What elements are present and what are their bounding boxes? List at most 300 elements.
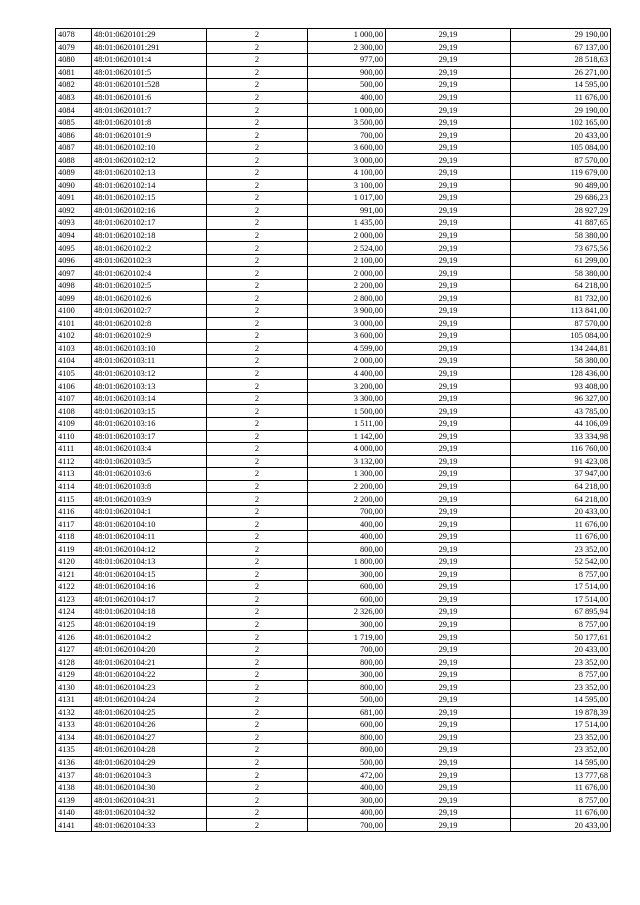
value-cell: 23 352,00: [511, 681, 611, 694]
category-cell: 2: [207, 254, 308, 267]
rate-cell: 29,19: [386, 581, 511, 594]
value-cell: 17 514,00: [511, 593, 611, 606]
rate-cell: 29,19: [386, 593, 511, 606]
table-row: [56, 593, 611, 606]
rate-cell: 29,19: [386, 305, 511, 318]
table-row: [56, 104, 611, 117]
table-row: [56, 568, 611, 581]
value-cell: 23 352,00: [511, 744, 611, 757]
table-row: [56, 693, 611, 706]
category-cell: 2: [207, 417, 308, 430]
cadastral-number: 48:01:0620104:15: [92, 568, 207, 581]
cadastral-number: 48:01:0620104:31: [92, 794, 207, 807]
category-cell: 2: [207, 54, 308, 67]
area-cell: 3 600,00: [308, 141, 386, 154]
rate-cell: 29,19: [386, 518, 511, 531]
area-cell: 300,00: [308, 794, 386, 807]
area-cell: 400,00: [308, 91, 386, 104]
area-cell: 1 719,00: [308, 631, 386, 644]
table-row: [56, 656, 611, 669]
value-cell: 87 570,00: [511, 317, 611, 330]
value-cell: 64 218,00: [511, 480, 611, 493]
row-number: 4124: [56, 606, 92, 619]
table-row: [56, 392, 611, 405]
category-cell: 2: [207, 292, 308, 305]
category-cell: 2: [207, 430, 308, 443]
rate-cell: 29,19: [386, 744, 511, 757]
category-cell: 2: [207, 480, 308, 493]
value-cell: 67 137,00: [511, 41, 611, 54]
cadastral-number: 48:01:0620103:15: [92, 405, 207, 418]
table-row: [56, 91, 611, 104]
row-number: 4136: [56, 756, 92, 769]
value-cell: 8 757,00: [511, 568, 611, 581]
rate-cell: 29,19: [386, 769, 511, 782]
table-row: [56, 129, 611, 142]
rate-cell: 29,19: [386, 154, 511, 167]
cadastral-number: 48:01:0620103:16: [92, 417, 207, 430]
category-cell: 2: [207, 317, 308, 330]
row-number: 4120: [56, 555, 92, 568]
cadastral-number: 48:01:0620103:13: [92, 380, 207, 393]
value-cell: 93 408,00: [511, 380, 611, 393]
area-cell: 2 000,00: [308, 229, 386, 242]
area-cell: 3 100,00: [308, 179, 386, 192]
row-number: 4097: [56, 267, 92, 280]
table-row: [56, 430, 611, 443]
rate-cell: 29,19: [386, 430, 511, 443]
cadastral-number: 48:01:0620101:291: [92, 41, 207, 54]
rate-cell: 29,19: [386, 91, 511, 104]
area-cell: 681,00: [308, 706, 386, 719]
rate-cell: 29,19: [386, 819, 511, 832]
value-cell: 116 760,00: [511, 443, 611, 456]
area-cell: 3 200,00: [308, 380, 386, 393]
cadastral-number: 48:01:0620102:7: [92, 305, 207, 318]
category-cell: 2: [207, 794, 308, 807]
value-cell: 33 334,98: [511, 430, 611, 443]
table-row: [56, 342, 611, 355]
value-cell: 58 380,00: [511, 355, 611, 368]
table-row: [56, 468, 611, 481]
table-row: [56, 744, 611, 757]
category-cell: 2: [207, 305, 308, 318]
cadastral-number: 48:01:0620104:23: [92, 681, 207, 694]
cadastral-number: 48:01:0620104:25: [92, 706, 207, 719]
rate-cell: 29,19: [386, 129, 511, 142]
rate-cell: 29,19: [386, 568, 511, 581]
value-cell: 8 757,00: [511, 618, 611, 631]
cadastral-number: 48:01:0620102:6: [92, 292, 207, 305]
value-cell: 58 380,00: [511, 229, 611, 242]
value-cell: 14 595,00: [511, 756, 611, 769]
area-cell: 3 000,00: [308, 317, 386, 330]
row-number: 4096: [56, 254, 92, 267]
area-cell: 2 000,00: [308, 355, 386, 368]
value-cell: 91 423,08: [511, 455, 611, 468]
table-row: [56, 555, 611, 568]
cadastral-number: 48:01:0620102:5: [92, 279, 207, 292]
cadastral-number: 48:01:0620102:18: [92, 229, 207, 242]
row-number: 4102: [56, 330, 92, 343]
table-row: [56, 254, 611, 267]
rate-cell: 29,19: [386, 719, 511, 732]
cadastral-number: 48:01:0620104:11: [92, 530, 207, 543]
row-number: 4087: [56, 141, 92, 154]
value-cell: 61 299,00: [511, 254, 611, 267]
table-row: [56, 167, 611, 180]
cadastral-number: 48:01:0620102:13: [92, 167, 207, 180]
table-row: [56, 317, 611, 330]
area-cell: 3 600,00: [308, 330, 386, 343]
category-cell: 2: [207, 443, 308, 456]
row-number: 4098: [56, 279, 92, 292]
table-row: [56, 305, 611, 318]
area-cell: 3 900,00: [308, 305, 386, 318]
area-cell: 900,00: [308, 66, 386, 79]
area-cell: 2 524,00: [308, 242, 386, 255]
data-table: [55, 28, 611, 832]
row-number: 4083: [56, 91, 92, 104]
area-cell: 2 200,00: [308, 493, 386, 506]
cadastral-number: 48:01:0620101:528: [92, 79, 207, 92]
rate-cell: 29,19: [386, 668, 511, 681]
category-cell: 2: [207, 141, 308, 154]
table-row: [56, 581, 611, 594]
cadastral-number: 48:01:0620104:29: [92, 756, 207, 769]
area-cell: 700,00: [308, 819, 386, 832]
row-number: 4125: [56, 618, 92, 631]
row-number: 4133: [56, 719, 92, 732]
value-cell: 23 352,00: [511, 656, 611, 669]
row-number: 4118: [56, 530, 92, 543]
row-number: 4121: [56, 568, 92, 581]
row-number: 4089: [56, 167, 92, 180]
value-cell: 11 676,00: [511, 806, 611, 819]
area-cell: 2 200,00: [308, 480, 386, 493]
value-cell: 113 841,00: [511, 305, 611, 318]
area-cell: 2 100,00: [308, 254, 386, 267]
area-cell: 800,00: [308, 543, 386, 556]
area-cell: 1 435,00: [308, 217, 386, 230]
rate-cell: 29,19: [386, 66, 511, 79]
cadastral-number: 48:01:0620102:15: [92, 192, 207, 205]
category-cell: 2: [207, 706, 308, 719]
table-row: [56, 719, 611, 732]
rate-cell: 29,19: [386, 706, 511, 719]
table-row: [56, 606, 611, 619]
area-cell: 4 599,00: [308, 342, 386, 355]
cadastral-number: 48:01:0620103:8: [92, 480, 207, 493]
area-cell: 500,00: [308, 79, 386, 92]
table-row: [56, 480, 611, 493]
table-row: [56, 279, 611, 292]
row-number: 4132: [56, 706, 92, 719]
value-cell: 23 352,00: [511, 543, 611, 556]
table-row: [56, 41, 611, 54]
row-number: 4122: [56, 581, 92, 594]
row-number: 4103: [56, 342, 92, 355]
category-cell: 2: [207, 581, 308, 594]
row-number: 4093: [56, 217, 92, 230]
category-cell: 2: [207, 66, 308, 79]
value-cell: 11 676,00: [511, 781, 611, 794]
rate-cell: 29,19: [386, 367, 511, 380]
cadastral-number: 48:01:0620103:17: [92, 430, 207, 443]
area-cell: 500,00: [308, 756, 386, 769]
table-row: [56, 618, 611, 631]
cadastral-number: 48:01:0620103:9: [92, 493, 207, 506]
rate-cell: 29,19: [386, 79, 511, 92]
rate-cell: 29,19: [386, 104, 511, 117]
rate-cell: 29,19: [386, 292, 511, 305]
row-number: 4113: [56, 468, 92, 481]
rate-cell: 29,19: [386, 141, 511, 154]
cadastral-number: 48:01:0620103:4: [92, 443, 207, 456]
category-cell: 2: [207, 355, 308, 368]
cadastral-number: 48:01:0620101:7: [92, 104, 207, 117]
row-number: 4112: [56, 455, 92, 468]
table-row: [56, 631, 611, 644]
cadastral-number: 48:01:0620103:11: [92, 355, 207, 368]
cadastral-number: 48:01:0620104:33: [92, 819, 207, 832]
cadastral-number: 48:01:0620101:9: [92, 129, 207, 142]
category-cell: 2: [207, 568, 308, 581]
cadastral-number: 48:01:0620102:14: [92, 179, 207, 192]
value-cell: 67 895,94: [511, 606, 611, 619]
area-cell: 1 300,00: [308, 468, 386, 481]
cadastral-number: 48:01:0620104:28: [92, 744, 207, 757]
table-row: [56, 781, 611, 794]
category-cell: 2: [207, 731, 308, 744]
cadastral-number: 48:01:0620102:16: [92, 204, 207, 217]
table-row: [56, 668, 611, 681]
rate-cell: 29,19: [386, 204, 511, 217]
cadastral-number: 48:01:0620104:12: [92, 543, 207, 556]
value-cell: 52 542,00: [511, 555, 611, 568]
row-number: 4114: [56, 480, 92, 493]
area-cell: 700,00: [308, 129, 386, 142]
row-number: 4141: [56, 819, 92, 832]
row-number: 4079: [56, 41, 92, 54]
category-cell: 2: [207, 781, 308, 794]
value-cell: 81 732,00: [511, 292, 611, 305]
value-cell: 8 757,00: [511, 668, 611, 681]
area-cell: 300,00: [308, 668, 386, 681]
row-number: 4084: [56, 104, 92, 117]
area-cell: 3 300,00: [308, 392, 386, 405]
rate-cell: 29,19: [386, 192, 511, 205]
category-cell: 2: [207, 631, 308, 644]
cadastral-number: 48:01:0620104:3: [92, 769, 207, 782]
area-cell: 400,00: [308, 806, 386, 819]
cadastral-number: 48:01:0620104:22: [92, 668, 207, 681]
cadastral-number: 48:01:0620102:10: [92, 141, 207, 154]
cadastral-number: 48:01:0620104:32: [92, 806, 207, 819]
row-number: 4081: [56, 66, 92, 79]
rate-cell: 29,19: [386, 167, 511, 180]
value-cell: 29 190,00: [511, 29, 611, 42]
table-row: [56, 756, 611, 769]
category-cell: 2: [207, 179, 308, 192]
row-number: 4078: [56, 29, 92, 42]
category-cell: 2: [207, 154, 308, 167]
category-cell: 2: [207, 242, 308, 255]
table-row: [56, 66, 611, 79]
rate-cell: 29,19: [386, 543, 511, 556]
category-cell: 2: [207, 192, 308, 205]
value-cell: 19 878,39: [511, 706, 611, 719]
row-number: 4139: [56, 794, 92, 807]
table-row: [56, 217, 611, 230]
row-number: 4108: [56, 405, 92, 418]
row-number: 4134: [56, 731, 92, 744]
cadastral-number: 48:01:0620102:12: [92, 154, 207, 167]
area-cell: 400,00: [308, 781, 386, 794]
value-cell: 50 177,61: [511, 631, 611, 644]
rate-cell: 29,19: [386, 756, 511, 769]
cadastral-number: 48:01:0620103:12: [92, 367, 207, 380]
table-row: [56, 455, 611, 468]
row-number: 4090: [56, 179, 92, 192]
area-cell: 991,00: [308, 204, 386, 217]
cadastral-number: 48:01:0620104:21: [92, 656, 207, 669]
row-number: 4128: [56, 656, 92, 669]
rate-cell: 29,19: [386, 417, 511, 430]
row-number: 4107: [56, 392, 92, 405]
category-cell: 2: [207, 769, 308, 782]
area-cell: 700,00: [308, 505, 386, 518]
area-cell: 3 132,00: [308, 455, 386, 468]
row-number: 4088: [56, 154, 92, 167]
value-cell: 20 433,00: [511, 819, 611, 832]
row-number: 4135: [56, 744, 92, 757]
value-cell: 96 327,00: [511, 392, 611, 405]
value-cell: 20 433,00: [511, 643, 611, 656]
rate-cell: 29,19: [386, 505, 511, 518]
table-row: [56, 292, 611, 305]
row-number: 4109: [56, 417, 92, 430]
rate-cell: 29,19: [386, 392, 511, 405]
category-cell: 2: [207, 681, 308, 694]
value-cell: 11 676,00: [511, 91, 611, 104]
cadastral-number: 48:01:0620104:19: [92, 618, 207, 631]
cadastral-number: 48:01:0620101:6: [92, 91, 207, 104]
area-cell: 500,00: [308, 693, 386, 706]
row-number: 4092: [56, 204, 92, 217]
value-cell: 119 679,00: [511, 167, 611, 180]
category-cell: 2: [207, 116, 308, 129]
category-cell: 2: [207, 167, 308, 180]
area-cell: 4 400,00: [308, 367, 386, 380]
cadastral-number: 48:01:0620104:27: [92, 731, 207, 744]
value-cell: 13 777,68: [511, 769, 611, 782]
area-cell: 600,00: [308, 719, 386, 732]
table-row: [56, 154, 611, 167]
rate-cell: 29,19: [386, 267, 511, 280]
cadastral-number: 48:01:0620101:5: [92, 66, 207, 79]
row-number: 4094: [56, 229, 92, 242]
area-cell: 977,00: [308, 54, 386, 67]
area-cell: 600,00: [308, 593, 386, 606]
area-cell: 800,00: [308, 656, 386, 669]
value-cell: 90 489,00: [511, 179, 611, 192]
category-cell: 2: [207, 279, 308, 292]
table-row: [56, 204, 611, 217]
cadastral-number: 48:01:0620104:10: [92, 518, 207, 531]
category-cell: 2: [207, 342, 308, 355]
area-cell: 4 100,00: [308, 167, 386, 180]
category-cell: 2: [207, 91, 308, 104]
rate-cell: 29,19: [386, 342, 511, 355]
value-cell: 29 190,00: [511, 104, 611, 117]
category-cell: 2: [207, 330, 308, 343]
rate-cell: 29,19: [386, 480, 511, 493]
rate-cell: 29,19: [386, 54, 511, 67]
row-number: 4123: [56, 593, 92, 606]
value-cell: 11 676,00: [511, 530, 611, 543]
value-cell: 64 218,00: [511, 279, 611, 292]
category-cell: 2: [207, 405, 308, 418]
row-number: 4129: [56, 668, 92, 681]
row-number: 4099: [56, 292, 92, 305]
row-number: 4140: [56, 806, 92, 819]
category-cell: 2: [207, 468, 308, 481]
area-cell: 1 017,00: [308, 192, 386, 205]
rate-cell: 29,19: [386, 693, 511, 706]
row-number: 4137: [56, 769, 92, 782]
area-cell: 800,00: [308, 681, 386, 694]
table-row: [56, 505, 611, 518]
area-cell: 1 000,00: [308, 104, 386, 117]
rate-cell: 29,19: [386, 217, 511, 230]
area-cell: 2 300,00: [308, 41, 386, 54]
area-cell: 1 142,00: [308, 430, 386, 443]
row-number: 4131: [56, 693, 92, 706]
table-row: [56, 794, 611, 807]
table-row: [56, 192, 611, 205]
cadastral-number: 48:01:0620104:16: [92, 581, 207, 594]
area-cell: 2 800,00: [308, 292, 386, 305]
rate-cell: 29,19: [386, 242, 511, 255]
cadastral-number: 48:01:0620104:24: [92, 693, 207, 706]
value-cell: 26 271,00: [511, 66, 611, 79]
category-cell: 2: [207, 618, 308, 631]
rate-cell: 29,19: [386, 330, 511, 343]
area-cell: 3 000,00: [308, 154, 386, 167]
table-row: [56, 806, 611, 819]
cadastral-number: 48:01:0620102:9: [92, 330, 207, 343]
category-cell: 2: [207, 493, 308, 506]
table-row: [56, 330, 611, 343]
area-cell: 2 200,00: [308, 279, 386, 292]
value-cell: 23 352,00: [511, 731, 611, 744]
value-cell: 73 675,56: [511, 242, 611, 255]
category-cell: 2: [207, 455, 308, 468]
row-number: 4080: [56, 54, 92, 67]
rate-cell: 29,19: [386, 731, 511, 744]
cadastral-number: 48:01:0620102:3: [92, 254, 207, 267]
row-number: 4126: [56, 631, 92, 644]
table-row: [56, 493, 611, 506]
table-row: [56, 681, 611, 694]
cadastral-number: 48:01:0620101:29: [92, 29, 207, 42]
value-cell: 41 887,65: [511, 217, 611, 230]
value-cell: 20 433,00: [511, 505, 611, 518]
area-cell: 1 000,00: [308, 29, 386, 42]
area-cell: 700,00: [308, 643, 386, 656]
rate-cell: 29,19: [386, 380, 511, 393]
